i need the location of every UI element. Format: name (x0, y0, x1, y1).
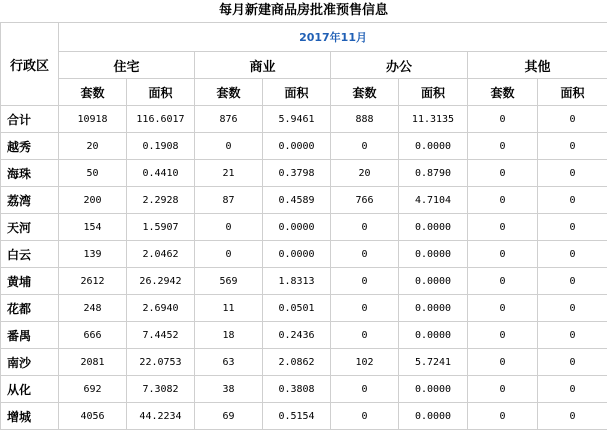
cell-area: 0 (538, 187, 607, 214)
cell-units: 10918 (59, 106, 127, 133)
sub-header-area: 面积 (127, 79, 195, 106)
cell-units: 50 (59, 160, 127, 187)
cell-area: 11.3135 (399, 106, 468, 133)
cell-area: 0 (538, 133, 607, 160)
cell-area: 0.0000 (399, 133, 468, 160)
cell-units: 0 (331, 133, 399, 160)
cell-area: 22.0753 (127, 349, 195, 376)
cell-units: 102 (331, 349, 399, 376)
cell-area: 0 (538, 403, 607, 430)
cell-units: 0 (331, 295, 399, 322)
cell-area: 0.0000 (399, 241, 468, 268)
cell-units: 0 (468, 106, 538, 133)
cell-area: 0 (538, 322, 607, 349)
cell-units: 0 (331, 403, 399, 430)
cell-area: 2.6940 (127, 295, 195, 322)
cell-units: 248 (59, 295, 127, 322)
sub-header-area: 面积 (399, 79, 468, 106)
cell-units: 569 (195, 268, 263, 295)
cell-area: 0.0000 (263, 214, 331, 241)
cell-area: 0.1908 (127, 133, 195, 160)
district-name: 合计 (1, 106, 59, 133)
sub-header-units: 套数 (59, 79, 127, 106)
cell-units: 0 (468, 268, 538, 295)
table-row (1, 295, 607, 322)
cell-area: 0 (538, 214, 607, 241)
cell-units: 0 (468, 187, 538, 214)
cell-area: 5.9461 (263, 106, 331, 133)
category-header-commercial: 商业 (195, 52, 331, 79)
month-header: 2017年11月 (59, 23, 607, 52)
cell-units: 0 (331, 268, 399, 295)
cell-units: 21 (195, 160, 263, 187)
cell-area: 0.0000 (399, 376, 468, 403)
cell-area: 0.0501 (263, 295, 331, 322)
cell-units: 0 (195, 133, 263, 160)
cell-area: 0.4410 (127, 160, 195, 187)
table-row (1, 376, 607, 403)
cell-units: 154 (59, 214, 127, 241)
cell-units: 139 (59, 241, 127, 268)
cell-units: 2081 (59, 349, 127, 376)
cell-units: 0 (331, 322, 399, 349)
cell-area: 0.4589 (263, 187, 331, 214)
cell-area: 116.6017 (127, 106, 195, 133)
cell-area: 7.3082 (127, 376, 195, 403)
cell-area: 7.4452 (127, 322, 195, 349)
cell-area: 4.7104 (399, 187, 468, 214)
district-name: 从化 (1, 376, 59, 403)
table-row (1, 133, 607, 160)
cell-units: 692 (59, 376, 127, 403)
cell-area: 0.2436 (263, 322, 331, 349)
district-name: 增城 (1, 403, 59, 430)
cell-area: 0.0000 (399, 268, 468, 295)
cell-units: 0 (468, 322, 538, 349)
cell-units: 0 (468, 160, 538, 187)
cell-units: 4056 (59, 403, 127, 430)
district-name: 越秀 (1, 133, 59, 160)
cell-area: 2.2928 (127, 187, 195, 214)
cell-units: 0 (468, 376, 538, 403)
cell-area: 2.0862 (263, 349, 331, 376)
district-name: 花都 (1, 295, 59, 322)
cell-area: 0.0000 (399, 295, 468, 322)
cell-units: 0 (468, 133, 538, 160)
cell-units: 888 (331, 106, 399, 133)
cell-units: 0 (468, 295, 538, 322)
cell-area: 0.0000 (263, 133, 331, 160)
district-name: 黄埔 (1, 268, 59, 295)
cell-units: 20 (331, 160, 399, 187)
cell-area: 0.3798 (263, 160, 331, 187)
district-header: 行政区 (1, 23, 59, 106)
cell-units: 766 (331, 187, 399, 214)
cell-area: 0.0000 (263, 241, 331, 268)
table-row (1, 214, 607, 241)
cell-units: 0 (468, 214, 538, 241)
cell-units: 11 (195, 295, 263, 322)
cell-units: 0 (331, 376, 399, 403)
sub-header-area: 面积 (263, 79, 331, 106)
district-name: 天河 (1, 214, 59, 241)
cell-units: 876 (195, 106, 263, 133)
cell-units: 0 (468, 403, 538, 430)
sub-header-units: 套数 (331, 79, 399, 106)
cell-area: 0.3808 (263, 376, 331, 403)
cell-units: 0 (195, 241, 263, 268)
cell-units: 38 (195, 376, 263, 403)
table-row (1, 241, 607, 268)
district-name: 白云 (1, 241, 59, 268)
table-body (1, 106, 607, 430)
category-header-office: 办公 (331, 52, 468, 79)
cell-units: 0 (195, 214, 263, 241)
cell-units: 20 (59, 133, 127, 160)
cell-units: 666 (59, 322, 127, 349)
district-name: 海珠 (1, 160, 59, 187)
cell-units: 0 (331, 214, 399, 241)
sub-header-units: 套数 (195, 79, 263, 106)
table-title: 每月新建商品房批准预售信息 (0, 0, 607, 22)
cell-area: 1.8313 (263, 268, 331, 295)
cell-area: 0 (538, 106, 607, 133)
table-row (1, 349, 607, 376)
cell-area: 0 (538, 295, 607, 322)
category-header-other: 其他 (468, 52, 607, 79)
table-row (1, 268, 607, 295)
cell-area: 0.0000 (399, 214, 468, 241)
district-name: 南沙 (1, 349, 59, 376)
sub-header-area: 面积 (538, 79, 607, 106)
cell-area: 0 (538, 160, 607, 187)
cell-units: 63 (195, 349, 263, 376)
sub-header-units: 套数 (468, 79, 538, 106)
cell-units: 2612 (59, 268, 127, 295)
cell-area: 0 (538, 376, 607, 403)
table-row (1, 322, 607, 349)
cell-units: 0 (331, 241, 399, 268)
table-row (1, 160, 607, 187)
table-row (1, 187, 607, 214)
category-header-residential: 住宅 (59, 52, 195, 79)
cell-area: 44.2234 (127, 403, 195, 430)
cell-units: 200 (59, 187, 127, 214)
district-name: 荔湾 (1, 187, 59, 214)
cell-area: 0.0000 (399, 403, 468, 430)
district-name: 番禺 (1, 322, 59, 349)
cell-area: 1.5907 (127, 214, 195, 241)
cell-area: 5.7241 (399, 349, 468, 376)
cell-area: 0 (538, 349, 607, 376)
cell-units: 69 (195, 403, 263, 430)
cell-area: 0.8790 (399, 160, 468, 187)
cell-area: 26.2942 (127, 268, 195, 295)
presale-table (0, 22, 607, 430)
cell-area: 0.0000 (399, 322, 468, 349)
cell-area: 0.5154 (263, 403, 331, 430)
table-row (1, 106, 607, 133)
cell-units: 18 (195, 322, 263, 349)
cell-area: 0 (538, 268, 607, 295)
cell-units: 0 (468, 241, 538, 268)
cell-units: 87 (195, 187, 263, 214)
table-row (1, 403, 607, 430)
cell-area: 2.0462 (127, 241, 195, 268)
cell-area: 0 (538, 241, 607, 268)
cell-units: 0 (468, 349, 538, 376)
